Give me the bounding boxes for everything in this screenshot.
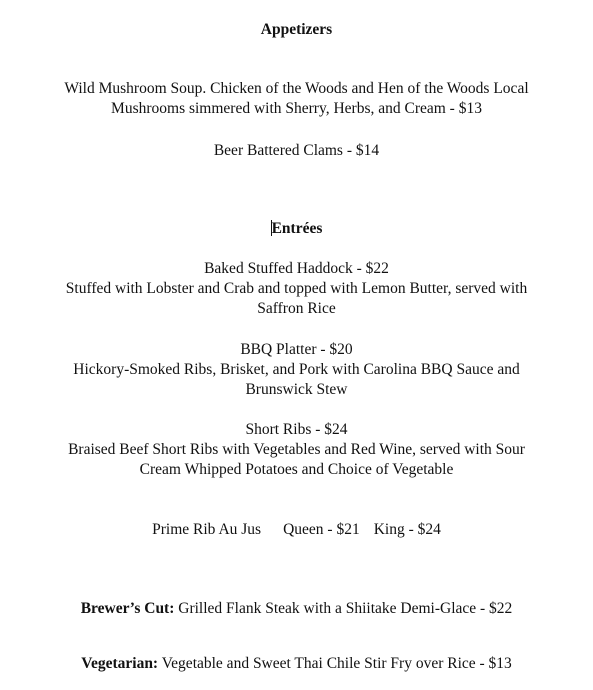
bbq-desc-2: Brunswick Stew [245,381,348,398]
brewers-cut-label: Brewer’s Cut: [80,600,175,617]
haddock-desc-1: Stuffed with Lobster and Crab and topped with Lemon Butter, served with [65,280,528,297]
short-ribs-title: Short Ribs - $24 [245,421,348,438]
brewers-cut-row [0,599,593,619]
prime-rib-king: King - $24 [373,521,441,538]
vegetarian-label: Vegetarian: [81,655,159,672]
mushroom-soup-line-1: Wild Mushroom Soup. Chicken of the Woods and Hen of the Woods Local [64,80,529,97]
short-ribs-desc-2: Cream Whipped Potatoes and Choice of Vegetable [139,461,454,478]
prime-rib-queen: Queen - $21 [283,521,360,538]
prime-rib-row [0,520,593,540]
brewers-cut-text: Grilled Flank Steak with a Shiitake Demi-Glace - $22 [174,600,513,617]
haddock-title: Baked Stuffed Haddock - $22 [204,260,389,277]
entrees-heading-row [0,219,593,239]
appetizers-heading: Appetizers [260,21,333,38]
bbq-title: BBQ Platter - $20 [240,341,353,358]
short-ribs-desc-1: Braised Beef Short Ribs with Vegetables and Red Wine, served with Sour [68,441,525,458]
beer-battered-clams: Beer Battered Clams - $14 [213,142,380,159]
mushroom-soup-line-2: Mushrooms simmered with Sherry, Herbs, and Cream - $13 [111,100,482,117]
entrees-heading: Entrées [271,220,323,237]
vegetarian-row [0,654,593,674]
prime-rib-name: Prime Rib Au Jus [152,521,262,538]
vegetarian-text: Vegetable and Sweet Thai Chile Stir Fry over Rice - $13 [158,655,512,672]
haddock-desc-2: Saffron Rice [257,300,336,317]
bbq-desc-1: Hickory-Smoked Ribs, Brisket, and Pork with Carolina BBQ Sauce and [73,361,520,378]
